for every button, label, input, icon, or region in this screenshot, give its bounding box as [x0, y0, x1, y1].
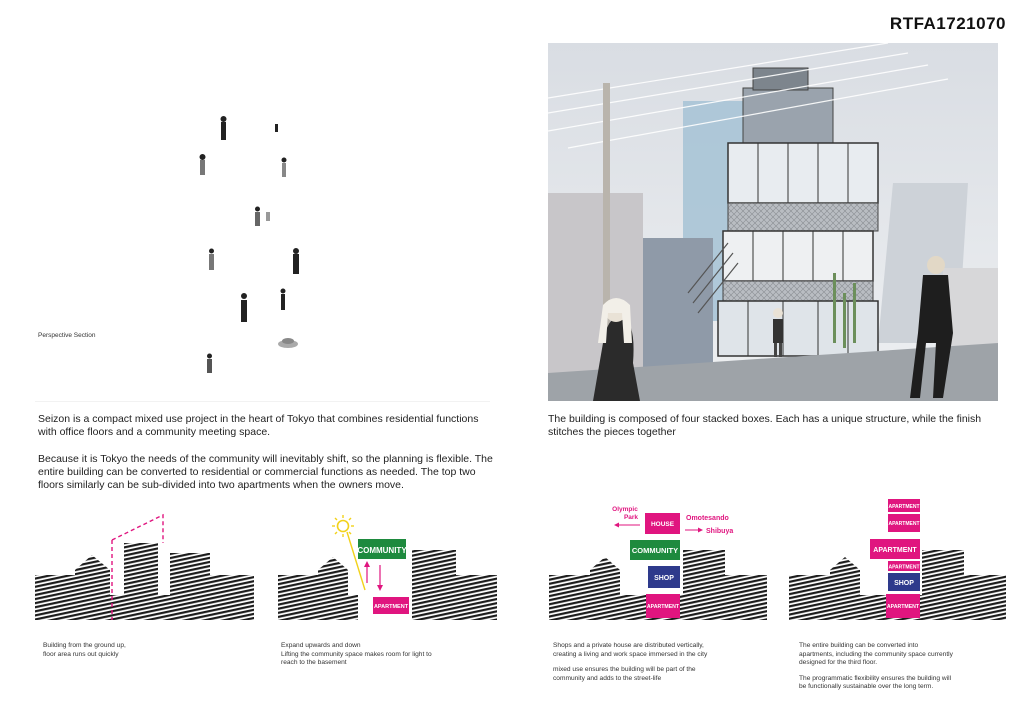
arrow-right-icon [698, 528, 703, 533]
diagram-4-caption: The entire building can be converted into apartments, including the community space currently designed for the third floor. The programmatic flexibility ensures the building will be functionally sustainable over the long term. [799, 642, 953, 690]
apartment-box-4-label: APARTMENT [888, 564, 920, 571]
community-box-label: COMMUNITY [357, 546, 407, 555]
perspective-section-drawing [35, 42, 490, 402]
diagram-1-caption: Building from the ground up, floor area runs out quickly [43, 642, 126, 658]
diagram-4 [789, 499, 1006, 620]
apartment-box-top-label: APARTMENT [888, 504, 920, 510]
apartment-box-label: APARTMENT [646, 604, 680, 610]
arrow-left-icon [614, 523, 619, 528]
perspective-section-label: Perspective Section [38, 332, 96, 339]
omotesando-label: Omotesando [686, 515, 729, 522]
shop-box-label: SHOP [654, 575, 674, 582]
diagram-2-caption: Expand upwards and down Lifting the community space makes room for light to reach to the basement [281, 642, 432, 666]
apartment-box-label: APARTMENT [373, 604, 409, 610]
concept-diagrams [0, 495, 1024, 630]
community-box-label: COMMUNITY [631, 546, 679, 555]
shibuya-label: Shibuya [706, 528, 734, 535]
diagram-2 [278, 515, 497, 620]
document-code: RTFA1721070 [889, 14, 1006, 33]
apartment-box-bottom-label: APARTMENT [886, 604, 920, 610]
expand-arrows [364, 561, 383, 591]
building-render [548, 43, 998, 401]
diagram-3-caption: Shops and a private house are distributed vertically, creating a living and work space immersed in the city mixed use ensures the building will be part of the community and adds to the street-life [553, 642, 708, 682]
intro-paragraph-1: Seizon is a compact mixed use project in the heart of Tokyo that combines residential functions with office floors and a community meeting space. [38, 413, 479, 438]
shop-box-label: SHOP [894, 580, 914, 587]
olympic-label: Olympic [612, 506, 638, 513]
diagram-3 [549, 506, 767, 620]
house-box-label: HOUSE [650, 521, 675, 528]
diagram-1 [35, 515, 254, 620]
park-label: Park [623, 514, 639, 521]
render-caption: The building is composed of four stacked boxes. Each has a unique structure, while the finish stitches the pieces together [548, 413, 982, 438]
intro-paragraph-2: Because it is Tokyo the needs of the community will inevitably shift, so the planning is flexible. The entire building can be converted to residential or commercial functions as needed. The top two floors similarly can be sub-divided into two apartments when the owners move. [38, 453, 493, 491]
apartment-box-2-label: APARTMENT [888, 521, 920, 527]
apartment-box-big-label: APARTMENT [873, 547, 917, 554]
